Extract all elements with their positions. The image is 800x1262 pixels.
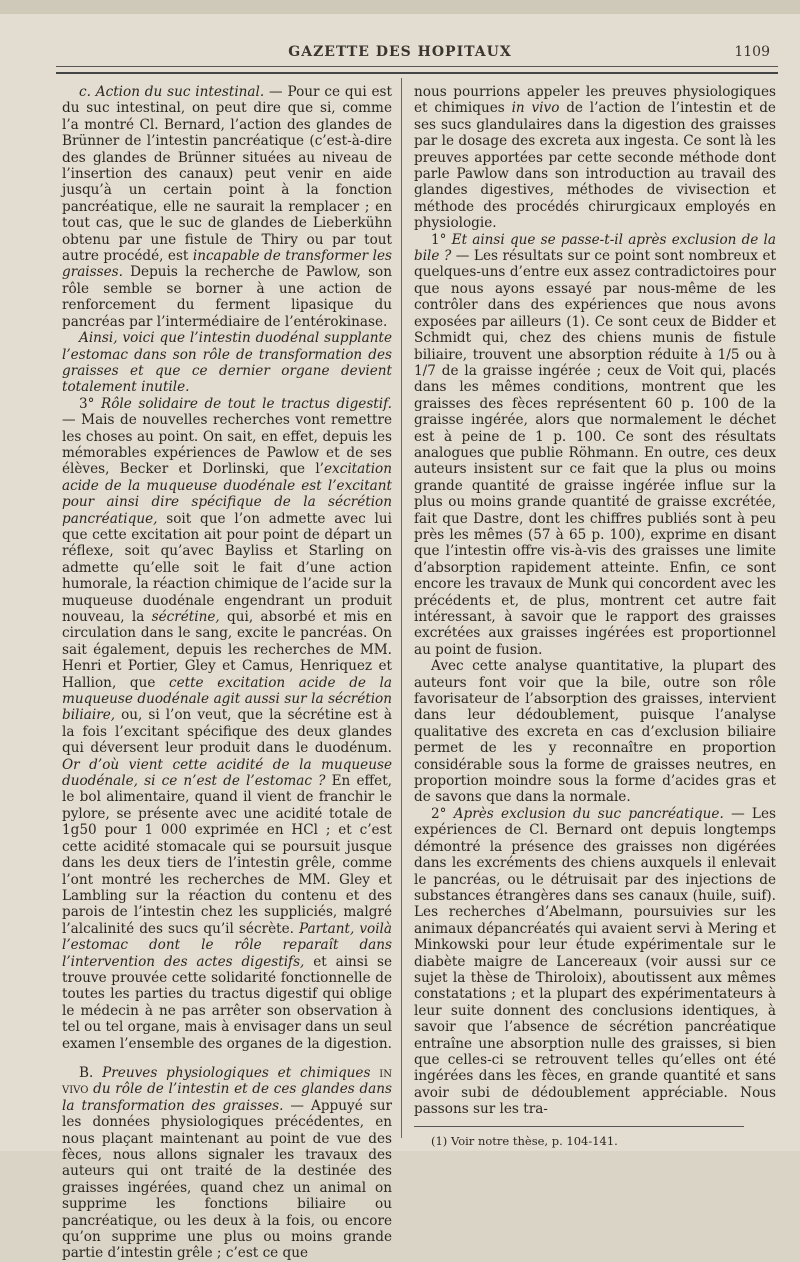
page-number: 1109 [734, 44, 770, 60]
italic-run: excitation acide de la muqueuse duodénale est l’excitant pour ainsi dire spécifique de la sécrétion pancréatique, [62, 461, 392, 527]
left-column [62, 84, 392, 1262]
paragraph-preuves-physiologiques [62, 1065, 392, 1262]
text-run: En effet, le bol alimentaire, quand il vient de franchir le pylore, se présente avec une acidité totale de 1g50 pour 1 000 exprimée en HCl ; et c’est cette acidité stomacale qui se poursuit jusque dans les deux tiers de l’intestin grêle, comme l’ont montré les recherches de MM. Gley et Lambling sur la réaction du contenu et des parois de l’intestin chez les suppliciés, malgré l’alcalinité des sucs qu’il sécrète. [62, 773, 392, 937]
right-column [414, 84, 776, 1149]
italic-run: du rôle de l’intestin et de ces glandes dans la transformation des graisses. [62, 1081, 392, 1114]
italic-run: Après exclusion du suc pancréatique. [453, 805, 724, 822]
italic-run: sécrétine, [151, 609, 220, 625]
header-rule-thin [56, 66, 778, 67]
text-run: — Les expériences de Cl. Bernard ont depuis longtemps démontré la présence des graisses non digérées dans les excréments des chiens auxquels il enlevait le pancréas, ou le détruisait par des injections de substances étrangères dans ses canaux (huile, suif). Les recherches d’Abelmann, poursuivies sur les animaux dépancréatés qui avaient servi à Mering et Minkowski pour leur étude expérimentale sur le diabète maigre de Lancereaux (voir aussi sur ce sujet la thèse de Thiroloix), aboutissent aux mêmes constatations ; et la plupart des expérimentateurs à leur suite donnent des conclusions identiques, à savoir que l’absence de sécrétion pancréatique entraîne une absorption nulle des graisses, si bien que celles-ci se retrouvent telles qu’elles ont été ingérées dans les fèces, en grande quantité et sans avoir subi de dédoublement appréciable. Nous passons sur les tra- [414, 805, 776, 1118]
text-run: nous pourrions appeler les preuves physiologiques et chimiques [414, 84, 776, 117]
italic-run: incapable de transformer les graisses. [62, 248, 393, 281]
journal-title: GAZETTE DES HOPITAUX [288, 44, 512, 60]
paragraph-role-solidaire [62, 396, 392, 1052]
footnote: (1) Voir notre thèse, p. 104-141. [431, 1133, 618, 1148]
text-run: — Pour ce qui est du suc intestinal, on peut dire que si, comme l’a montré Cl. Bernard, l’action des glandes de Brünner de l’intestin pancréatique (c’est-à-dire des glandes de Brünner situées au niveau de l’insertion des canaux) peut venir en aide jusqu’à un certain point à la fonction pancréatique, elle ne saurait la remplacer ; en tout cas, que le suc de glandes de Lieberkühn obtenu par une fistule de Thiry ou par tout autre procédé, est [62, 84, 393, 265]
paragraph-suc-intestinal [62, 84, 392, 330]
text-run: 3° [79, 395, 101, 412]
italic-run: cette excitation acide de la muqueuse duodénale agit aussi sur la sécrétion biliaire, [62, 674, 392, 724]
text-run: 1° [431, 231, 452, 248]
paragraph-exclusion-pancreatique [414, 806, 776, 1118]
paragraph-preuves-suite [414, 84, 776, 232]
italic-run: Partant, voilà l’estomac dont le rôle reparaît dans l’intervention des actes digestifs, [62, 920, 392, 970]
italic-run: Ainsi, voici que l’intestin duodénal supplante l’estomac dans son rôle de transformation des graisses et que ce dernier organe devient totalement inutile. [62, 330, 392, 396]
page-top-edge [0, 0, 800, 14]
italic-run: Et ainsi que se passe-t-il après exclusion de la bile ? [414, 231, 776, 265]
italic-run: Or d’où vient cette acidité de la muqueuse duodénale, si ce n’est de l’estomac ? [62, 756, 392, 790]
text-run: — Mais de nouvelles recherches vont remettre les choses au point. On sait, en effet, depuis les mémorables expériences de Pawlow et de ses élèves, Becker et Dorlinski, que l’ [62, 412, 392, 478]
text-run: — Appuyé sur les données physiologiques précédentes, en nous plaçant maintenant au point de vue des fèces, nous allons signaler les travaux des auteurs qui ont traité de la destinée des graisses ingérées, quand chez un animal on supprime les fonctions biliaire ou pancréatique, ou les deux à la fois, ou encore qu’on supprime une plus ou moins grande partie d’intestin grêle ; c’est ce que [62, 1097, 392, 1262]
header-rule-thick [56, 72, 778, 74]
text-run: de l’action de l’intestin et de ses sucs glandulaires dans la digestion des graisses par le dosage des excreta aux ingesta. Ce sont là les preuves apportées par cette seconde méthode dont parle Pawlow dans son introduction au travail des glandes digestives, méthodes de vivisection et méthode des procédés chirurgicaux employés en physiologie. [414, 100, 776, 232]
text-run: Depuis la recherche de Pawlow, son rôle semble se borner à une action de renforcement du ferment lipasique du pancréas par l’intermédiaire de l’entérokinase. [62, 264, 392, 330]
italic-run: Rôle solidaire de tout le tractus digestif. [101, 395, 392, 412]
footnote-rule [414, 1126, 744, 1127]
paragraph-intestin-duodenal [62, 330, 392, 396]
paragraph-analyse-quantitative [414, 658, 776, 806]
text-run: Avec cette analyse quantitative, la plupart des auteurs font voir que la bile, outre son rôle favorisateur de l’absorption des graisses, intervient dans leur dédoublement, puisque l’analyse qualitative des excreta en cas d’exclusion biliaire permet de les y reconnaître en proportion considérable sous la forme de graisses neutres, en proportion moindre sous la forme d’acides gras et de savons que dans la normale. [414, 658, 776, 806]
text-run: et ainsi se trouve prouvée cette solidarité fonctionnelle de toutes les parties du tractus digestif qui oblige le médecin à ne pas arrêter son observation à tel ou tel organe, mais à envisager dans un seul examen l’ensemble des organes de la digestion. [62, 953, 392, 1052]
column-divider [401, 78, 402, 1138]
text-run: ou, si l’on veut, que la sécrétine est à la fois l’excitant spécifique des deux glandes qui déversent leur produit dans le duodénum. [62, 707, 392, 757]
text-run: 2° [431, 805, 454, 822]
italic-run: Preuves physiologiques et chimiques [102, 1064, 380, 1081]
text-run: B. [79, 1064, 103, 1081]
text-run: — Les résultats sur ce point sont nombreux et quelques-uns d’entre eux assez contradictoires pour que nous ayons essayé par nous-même de les contrôler dans des expériences que nous avons exposées par ailleurs (1). Ce sont ceux de Bidder et Schmidt qui, chez des chiens munis de fistule biliaire, trouvent une absorption réduite à 1/5 ou à 1/7 de la graisse ingérée ; ceux de Voit qui, placés dans les mêmes conditions, montrent que les graisses des fèces représentent 60 p. 100 de la graisse ingérée, alors que normalement le déchet est à peine de 1 p. 100. Ce sont des résultats analogues que publie Röhmann. En outre, ces deux auteurs insistent sur ce fait que la plus ou moins grande quantité de graisse ingérée influe sur la plus ou moins grande quantité de graisse excrétée, fait que Dastre, dont les chiffres publiés sont à peu près les mêmes (57 à 65 p. 100), exprime en disant que l’intestin offre vis-à-vis des graisses une limite d’absorption rapidement atteinte. Enfin, ce sont encore les travaux de Munk qui concordent avec les précédents et, de plus, montrent cet autre fait intéressant, à savoir que le rapport des graisses excrétées aux graisses ingérées est proportionnel au point de fusion. [414, 248, 776, 658]
italic-run: in vivo [511, 100, 560, 117]
text-run: qui, absorbé et mis en circulation dans le sang, excite le pancréas. On sait également, depuis les recherches de MM. Henri et Portier, Gley et Camus, Henriquez et Hallion, que [62, 609, 392, 691]
paragraph-exclusion-bile [414, 232, 776, 659]
italic-run: c. Action du suc intestinal. [79, 84, 265, 100]
text-run: soit que l’on admette avec lui que cette excitation ait pour point de départ un réflexe, soit qu’avec Bayliss et Starling on admette qu’elle soit le fait d’une action humorale, la réaction chimique de l’acide sur la muqueuse duodénale engendrant un produit nouveau, la [62, 510, 392, 625]
italic-run: in vivo [62, 1064, 392, 1098]
